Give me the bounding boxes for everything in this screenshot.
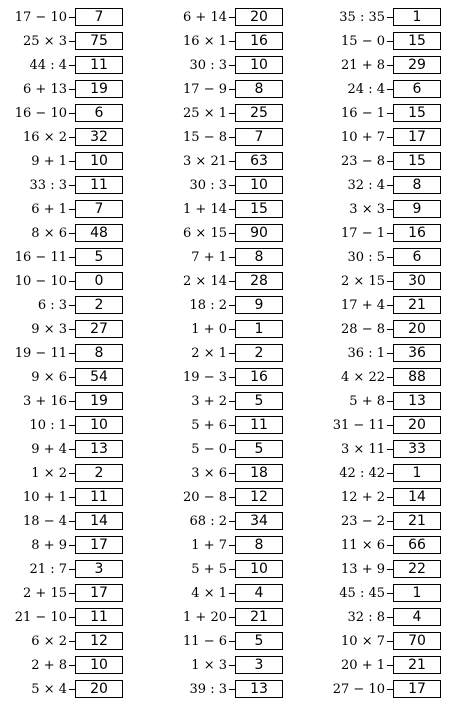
problem-expression: 16 × 1 (183, 34, 227, 49)
answer-box[interactable]: 11 (75, 488, 123, 506)
problem-row (318, 198, 463, 222)
problem-expression: 68 : 2 (189, 514, 227, 529)
answer-box[interactable]: 63 (235, 152, 283, 170)
problem-row (160, 342, 310, 366)
problem-expression: 42 : 42 (339, 466, 385, 481)
problem-row (318, 222, 463, 246)
problem-expression: 7 + 1 (191, 250, 227, 265)
problem-row (318, 270, 463, 294)
problem-expression: 5 + 8 (349, 394, 385, 409)
problem-expression: 36 : 1 (347, 346, 385, 361)
answer-box[interactable]: 16 (235, 368, 283, 386)
problem-row (0, 510, 150, 534)
answer-box[interactable]: 11 (235, 416, 283, 434)
answer-box[interactable]: 28 (235, 272, 283, 290)
problem-expression: 4 × 1 (191, 586, 227, 601)
problem-expression: 18 : 2 (189, 298, 227, 313)
answer-box[interactable]: 15 (235, 200, 283, 218)
problem-expression: 1 + 14 (183, 202, 227, 217)
problem-expression: 10 − 10 (14, 274, 67, 289)
problem-expression: 6 × 2 (31, 634, 67, 649)
problem-expression: 5 + 5 (191, 562, 227, 577)
problem-expression: 1 + 20 (183, 610, 227, 625)
problem-row (318, 54, 463, 78)
answer-box[interactable]: 6 (393, 248, 441, 266)
problem-row (318, 294, 463, 318)
problem-row (0, 462, 150, 486)
answer-box[interactable]: 16 (235, 32, 283, 50)
answer-box[interactable]: 32 (75, 128, 123, 146)
problem-row (318, 6, 463, 30)
problem-expression: 17 − 10 (14, 10, 67, 25)
problem-row (0, 126, 150, 150)
problem-expression: 6 × 15 (183, 226, 227, 241)
answer-box[interactable]: 70 (393, 632, 441, 650)
answer-box[interactable]: 14 (393, 488, 441, 506)
problem-row (0, 78, 150, 102)
problem-expression: 6 + 1 (31, 202, 67, 217)
answer-box[interactable]: 21 (235, 608, 283, 626)
problem-row (0, 222, 150, 246)
answer-box[interactable]: 11 (75, 56, 123, 74)
answer-box[interactable]: 6 (75, 104, 123, 122)
problem-expression: 15 − 0 (341, 34, 385, 49)
answer-box[interactable]: 2 (235, 344, 283, 362)
answer-box[interactable]: 1 (393, 584, 441, 602)
answer-box[interactable]: 1 (393, 8, 441, 26)
answer-box[interactable]: 17 (393, 680, 441, 698)
problem-row (318, 606, 463, 630)
problem-expression: 1 × 2 (31, 466, 67, 481)
problem-row (160, 6, 310, 30)
answer-box[interactable]: 7 (75, 200, 123, 218)
problem-row (0, 270, 150, 294)
problem-expression: 16 − 1 (341, 106, 385, 121)
answer-box[interactable]: 8 (235, 248, 283, 266)
problem-expression: 25 × 3 (23, 34, 67, 49)
answer-box[interactable]: 20 (393, 416, 441, 434)
problem-expression: 2 × 1 (191, 346, 227, 361)
problem-row (318, 678, 463, 702)
problem-expression: 32 : 4 (347, 178, 385, 193)
problem-row (318, 414, 463, 438)
answer-box[interactable]: 22 (393, 560, 441, 578)
problem-row (318, 654, 463, 678)
answer-box[interactable]: 6 (393, 80, 441, 98)
answer-box[interactable]: 66 (393, 536, 441, 554)
answer-box[interactable]: 3 (75, 560, 123, 578)
problem-row (318, 558, 463, 582)
problem-expression: 35 : 35 (339, 10, 385, 25)
problem-row (160, 246, 310, 270)
answer-box[interactable]: 12 (75, 632, 123, 650)
answer-box[interactable]: 10 (235, 56, 283, 74)
answer-box[interactable]: 11 (75, 608, 123, 626)
problem-row (160, 294, 310, 318)
problem-row (0, 246, 150, 270)
problem-expression: 17 − 1 (341, 226, 385, 241)
problem-expression: 27 − 10 (332, 682, 385, 697)
problem-row (318, 174, 463, 198)
problem-expression: 1 + 0 (191, 322, 227, 337)
answer-box[interactable]: 8 (235, 80, 283, 98)
problem-row (318, 30, 463, 54)
problem-expression: 21 : 7 (29, 562, 67, 577)
problem-row (0, 582, 150, 606)
problem-expression: 10 + 1 (23, 490, 67, 505)
answer-box[interactable]: 20 (75, 680, 123, 698)
answer-box[interactable]: 36 (393, 344, 441, 362)
problem-row (160, 390, 310, 414)
problem-expression: 21 − 10 (14, 610, 67, 625)
answer-box[interactable]: 8 (75, 344, 123, 362)
problem-row (0, 318, 150, 342)
problem-expression: 44 : 4 (29, 58, 67, 73)
problem-row (0, 678, 150, 702)
answer-box[interactable]: 2 (75, 296, 123, 314)
problem-expression: 9 + 1 (31, 154, 67, 169)
answer-box[interactable]: 8 (235, 536, 283, 554)
problem-expression: 17 + 4 (341, 298, 385, 313)
problem-expression: 17 − 9 (183, 82, 227, 97)
problem-expression: 11 × 6 (341, 538, 385, 553)
answer-box[interactable]: 14 (75, 512, 123, 530)
answer-box[interactable]: 54 (75, 368, 123, 386)
problem-expression: 10 × 7 (341, 634, 385, 649)
answer-box[interactable]: 10 (75, 152, 123, 170)
problem-row (160, 126, 310, 150)
problem-row (160, 486, 310, 510)
problem-expression: 5 × 4 (31, 682, 67, 697)
problem-expression: 20 + 1 (341, 658, 385, 673)
problem-row (318, 510, 463, 534)
problem-expression: 31 − 11 (332, 418, 385, 433)
answer-box[interactable]: 21 (393, 656, 441, 674)
problem-row (0, 6, 150, 30)
problem-expression: 1 + 7 (191, 538, 227, 553)
problem-expression: 23 − 2 (341, 514, 385, 529)
problem-expression: 16 − 11 (14, 250, 67, 265)
answer-box[interactable]: 19 (75, 392, 123, 410)
answer-box[interactable]: 11 (75, 176, 123, 194)
problem-expression: 30 : 3 (189, 58, 227, 73)
problem-expression: 10 : 1 (29, 418, 67, 433)
problem-row (160, 606, 310, 630)
problem-row (160, 414, 310, 438)
problem-row (318, 582, 463, 606)
answer-box[interactable]: 17 (393, 128, 441, 146)
answer-box[interactable]: 7 (75, 8, 123, 26)
answer-box[interactable]: 5 (235, 632, 283, 650)
answer-box[interactable]: 33 (393, 440, 441, 458)
problem-row (318, 438, 463, 462)
problem-expression: 3 × 21 (183, 154, 227, 169)
answer-box[interactable]: 13 (393, 392, 441, 410)
problem-row (160, 78, 310, 102)
answer-box[interactable]: 10 (75, 656, 123, 674)
problem-row (0, 198, 150, 222)
problem-row (0, 102, 150, 126)
problem-expression: 3 + 2 (191, 394, 227, 409)
answer-box[interactable]: 9 (393, 200, 441, 218)
problem-row (160, 510, 310, 534)
answer-box[interactable]: 1 (235, 320, 283, 338)
problem-row (0, 150, 150, 174)
problem-row (318, 246, 463, 270)
answer-box[interactable]: 10 (75, 416, 123, 434)
problem-row (318, 102, 463, 126)
problem-expression: 39 : 3 (189, 682, 227, 697)
problem-row (160, 174, 310, 198)
problem-expression: 10 + 7 (341, 130, 385, 145)
problem-expression: 25 × 1 (183, 106, 227, 121)
problem-expression: 32 : 8 (347, 610, 385, 625)
problem-row (0, 54, 150, 78)
problem-row (318, 366, 463, 390)
problem-expression: 30 : 5 (347, 250, 385, 265)
problem-row (318, 534, 463, 558)
problem-row (160, 366, 310, 390)
problem-row (160, 198, 310, 222)
problem-expression: 20 − 8 (183, 490, 227, 505)
problem-column-3 (318, 6, 463, 702)
problem-row (0, 366, 150, 390)
problem-column-2 (160, 6, 310, 702)
problem-expression: 24 : 4 (347, 82, 385, 97)
problem-row (160, 222, 310, 246)
problem-expression: 3 × 3 (349, 202, 385, 217)
problem-row (318, 78, 463, 102)
problem-expression: 23 − 8 (341, 154, 385, 169)
problem-expression: 2 + 15 (23, 586, 67, 601)
problem-row (318, 390, 463, 414)
answer-box[interactable]: 20 (393, 320, 441, 338)
problem-expression: 2 × 15 (341, 274, 385, 289)
problem-expression: 45 : 45 (339, 586, 385, 601)
problem-row (318, 342, 463, 366)
problem-expression: 6 + 13 (23, 82, 67, 97)
answer-box[interactable]: 7 (235, 128, 283, 146)
answer-box[interactable]: 75 (75, 32, 123, 50)
answer-box[interactable]: 15 (393, 104, 441, 122)
answer-box[interactable]: 13 (75, 440, 123, 458)
problem-expression: 9 + 4 (31, 442, 67, 457)
problem-row (0, 174, 150, 198)
problem-expression: 2 × 14 (183, 274, 227, 289)
problem-row (0, 414, 150, 438)
problem-expression: 5 + 6 (191, 418, 227, 433)
problem-row (160, 678, 310, 702)
answer-box[interactable]: 0 (75, 272, 123, 290)
problem-row (318, 486, 463, 510)
answer-box[interactable]: 10 (235, 560, 283, 578)
problem-expression: 19 − 3 (183, 370, 227, 385)
problem-row (318, 150, 463, 174)
problem-row (160, 54, 310, 78)
problem-row (0, 654, 150, 678)
problem-row (160, 582, 310, 606)
problem-row (0, 390, 150, 414)
problem-expression: 16 − 10 (14, 106, 67, 121)
answer-box[interactable]: 21 (393, 512, 441, 530)
answer-box[interactable]: 10 (235, 176, 283, 194)
answer-box[interactable]: 1 (393, 464, 441, 482)
answer-box[interactable]: 3 (235, 656, 283, 674)
answer-box[interactable]: 21 (393, 296, 441, 314)
problem-row (0, 558, 150, 582)
answer-box[interactable]: 4 (235, 584, 283, 602)
answer-box[interactable]: 19 (75, 80, 123, 98)
problem-expression: 3 × 6 (191, 466, 227, 481)
problem-row (160, 654, 310, 678)
problem-expression: 8 × 6 (31, 226, 67, 241)
problem-expression: 9 × 3 (31, 322, 67, 337)
problem-expression: 16 × 2 (23, 130, 67, 145)
problem-expression: 30 : 3 (189, 178, 227, 193)
answer-box[interactable]: 16 (393, 224, 441, 242)
problem-expression: 3 × 11 (341, 442, 385, 457)
problem-row (318, 630, 463, 654)
problem-expression: 12 + 2 (341, 490, 385, 505)
answer-box[interactable]: 5 (235, 440, 283, 458)
problem-expression: 28 − 8 (341, 322, 385, 337)
answer-box[interactable]: 88 (393, 368, 441, 386)
problem-row (160, 630, 310, 654)
answer-box[interactable]: 29 (393, 56, 441, 74)
problem-row (0, 294, 150, 318)
problem-row (0, 630, 150, 654)
problem-expression: 5 − 0 (191, 442, 227, 457)
answer-box[interactable]: 5 (75, 248, 123, 266)
answer-box[interactable]: 27 (75, 320, 123, 338)
answer-box[interactable]: 30 (393, 272, 441, 290)
answer-box[interactable]: 15 (393, 32, 441, 50)
answer-box[interactable]: 8 (393, 176, 441, 194)
answer-box[interactable]: 2 (75, 464, 123, 482)
problem-row (318, 126, 463, 150)
problem-row (160, 318, 310, 342)
problem-row (0, 30, 150, 54)
problem-row (160, 150, 310, 174)
problem-row (160, 438, 310, 462)
answer-box[interactable]: 13 (235, 680, 283, 698)
problem-row (0, 486, 150, 510)
problem-row (160, 270, 310, 294)
problem-row (0, 606, 150, 630)
problem-column-1 (0, 6, 150, 702)
problem-row (160, 102, 310, 126)
answer-box[interactable]: 90 (235, 224, 283, 242)
answer-box[interactable]: 9 (235, 296, 283, 314)
problem-row (160, 30, 310, 54)
answer-box[interactable]: 18 (235, 464, 283, 482)
problem-expression: 1 × 3 (191, 658, 227, 673)
answer-box[interactable]: 12 (235, 488, 283, 506)
problem-expression: 11 − 6 (183, 634, 227, 649)
problem-expression: 19 − 11 (14, 346, 67, 361)
problem-row (0, 438, 150, 462)
problem-row (160, 558, 310, 582)
problem-expression: 9 × 6 (31, 370, 67, 385)
problem-expression: 18 − 4 (23, 514, 67, 529)
problem-row (0, 342, 150, 366)
answer-box[interactable]: 20 (235, 8, 283, 26)
answer-box[interactable]: 17 (75, 536, 123, 554)
problem-expression: 8 + 9 (31, 538, 67, 553)
problem-row (318, 318, 463, 342)
problem-row (318, 462, 463, 486)
problem-expression: 3 + 16 (23, 394, 67, 409)
problem-expression: 6 : 3 (37, 298, 67, 313)
problem-expression: 15 − 8 (183, 130, 227, 145)
answer-box[interactable]: 5 (235, 392, 283, 410)
problem-expression: 2 + 8 (31, 658, 67, 673)
answer-box[interactable]: 34 (235, 512, 283, 530)
problem-expression: 4 × 22 (341, 370, 385, 385)
problem-row (160, 534, 310, 558)
answer-box[interactable]: 48 (75, 224, 123, 242)
problem-row (0, 534, 150, 558)
problem-row (160, 462, 310, 486)
answer-box[interactable]: 17 (75, 584, 123, 602)
answer-box[interactable]: 25 (235, 104, 283, 122)
problem-expression: 21 + 8 (341, 58, 385, 73)
problem-expression: 6 + 14 (183, 10, 227, 25)
problem-expression: 33 : 3 (29, 178, 67, 193)
answer-box[interactable]: 15 (393, 152, 441, 170)
problem-expression: 13 + 9 (341, 562, 385, 577)
answer-box[interactable]: 4 (393, 608, 441, 626)
